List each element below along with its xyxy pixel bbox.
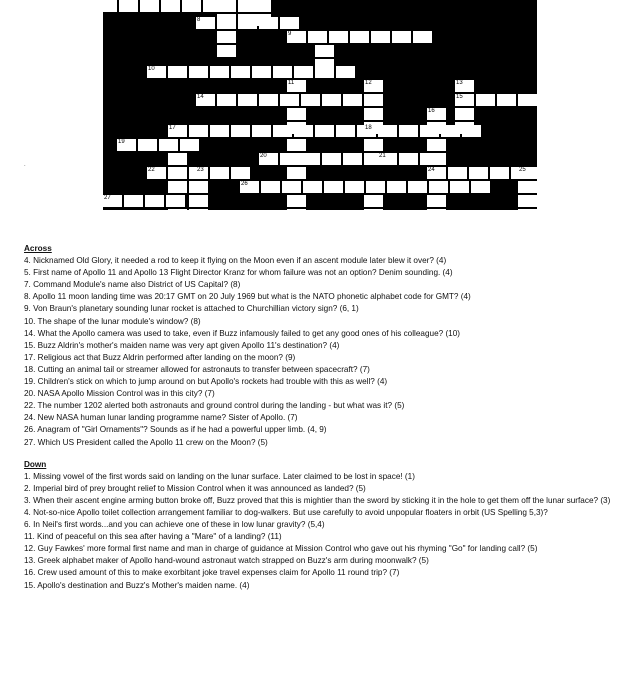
grid-cell[interactable] — [322, 153, 341, 165]
grid-cell[interactable] — [168, 167, 187, 179]
grid-cell[interactable] — [366, 181, 385, 193]
grid-cell[interactable] — [287, 167, 306, 179]
grid-cell[interactable] — [324, 181, 343, 193]
grid-cell[interactable] — [294, 125, 313, 137]
clue-number: 14 — [197, 94, 204, 100]
grid-cell[interactable] — [315, 125, 334, 137]
grid-cell[interactable] — [429, 181, 448, 193]
grid-cell[interactable] — [427, 195, 446, 207]
grid-cell[interactable] — [420, 153, 439, 165]
across-clue: 7. Command Module's name also District of US Capital? (8) — [24, 280, 241, 290]
grid-cell[interactable] — [189, 66, 208, 78]
grid-cell[interactable] — [145, 195, 164, 207]
down-clue: 4. Not-so-nice Apollo toilet collection arrangement familiar to dog-walkers. But use carefully to avoid unpopular floaters in orbit (US Spelling 5,3)? — [24, 507, 548, 517]
grid-cell[interactable] — [518, 94, 537, 106]
grid-cell[interactable] — [259, 17, 278, 29]
across-clue: 19. Children's stick on which to jump around on but Apollo's rockets had trouble with this as well? (4) — [24, 377, 388, 387]
clue-number: 16 — [428, 108, 435, 114]
clue-number: 20 — [260, 153, 267, 159]
grid-cell[interactable] — [408, 181, 427, 193]
grid-cell[interactable] — [231, 167, 250, 179]
grid-cell[interactable] — [180, 139, 199, 151]
grid-cell[interactable] — [217, 31, 236, 43]
grid-cell[interactable] — [476, 94, 495, 106]
grid-cell[interactable] — [231, 125, 250, 137]
across-clue: 20. NASA Apollo Mission Control was in this city? (7) — [24, 389, 215, 399]
grid-cell[interactable] — [273, 66, 292, 78]
stray-mark: . — [24, 162, 26, 168]
down-clue-list — [24, 471, 614, 592]
across-clue: 26. Anagram of "Girl Ornaments"? Sounds as if he had a powerful upper limb. (4, 9) — [24, 425, 327, 435]
grid-cell[interactable] — [119, 0, 138, 12]
across-clue: 5. First name of Apollo 11 and Apollo 13 Flight Director Kranz for whom failure was not an option? Denim sounding. (4) — [24, 268, 453, 278]
grid-cell[interactable] — [252, 125, 271, 137]
grid-cell[interactable] — [329, 31, 348, 43]
clue-number: 17 — [169, 125, 176, 131]
grid-cell[interactable] — [168, 181, 187, 193]
grid-cell[interactable] — [217, 17, 236, 29]
grid-cell[interactable] — [217, 45, 236, 57]
across-clue: 27. Which US President called the Apollo 11 crew on the Moon? (5) — [24, 437, 268, 447]
down-clue: 1. Missing vowel of the first words said on landing on the lunar surface. Later claimed to be lost in space! (1) — [24, 471, 415, 481]
across-clue: 9. Von Braun's planetary sounding lunar rocket is attached to Churchillian victory sign? (6, 1) — [24, 304, 359, 314]
clue-number: 19 — [118, 139, 125, 145]
grid-cell[interactable] — [168, 66, 187, 78]
grid-cell[interactable] — [364, 94, 383, 106]
clue-number: 11 — [288, 80, 295, 86]
across-clue: 4. Nicknamed Old Glory, it needed a rod to keep it flying on the Moon even if an ascent module later blew it over? (4) — [24, 256, 447, 266]
grid-cell[interactable] — [469, 167, 488, 179]
grid-cell[interactable] — [217, 94, 236, 106]
clue-number: 13 — [456, 80, 463, 86]
across-clue-list — [24, 255, 614, 449]
across-clue: 17. Religious act that Buzz Aldrin performed after landing on the moon? (9) — [24, 352, 296, 362]
grid-cell[interactable] — [189, 195, 208, 207]
grid-cell[interactable] — [455, 108, 474, 120]
grid-cell[interactable] — [294, 66, 313, 78]
grid-cell[interactable] — [189, 209, 208, 221]
grid-cell[interactable] — [518, 181, 537, 193]
down-clue: 16. Crew used amount of this to make exorbitant joke travel expenses claim for Apollo 11 round trip? (7) — [24, 568, 400, 578]
grid-cell[interactable] — [399, 153, 418, 165]
grid-cell[interactable] — [448, 167, 467, 179]
grid-cell[interactable] — [364, 139, 383, 151]
down-clue: 13. Greek alphabet maker of Apollo hand-wound astronaut watch strapped on Buzz's arm during moonwalk? (5) — [24, 556, 429, 566]
grid-cell[interactable] — [345, 181, 364, 193]
clue-number: 25 — [519, 167, 526, 173]
grid-cell[interactable] — [124, 195, 143, 207]
grid-cell[interactable] — [168, 153, 187, 165]
grid-cell[interactable] — [282, 181, 301, 193]
grid-cell[interactable] — [210, 167, 229, 179]
grid-cell[interactable] — [336, 125, 355, 137]
grid-cell[interactable] — [427, 209, 446, 221]
grid-cell[interactable] — [280, 17, 299, 29]
grid-cell[interactable] — [280, 153, 299, 165]
grid-cell[interactable] — [261, 181, 280, 193]
down-clue: 2. Imperial bird of prey brought relief to Mission Control when it was announced as landed? (5) — [24, 483, 366, 493]
across-clue: 22. The number 1202 alerted both astronauts and ground control during the landing - but what was it? (5) — [24, 401, 405, 411]
grid-cell[interactable] — [287, 139, 306, 151]
grid-cell[interactable] — [518, 209, 537, 221]
clue-number: 24 — [428, 167, 435, 173]
grid-cell[interactable] — [350, 31, 369, 43]
grid-cell[interactable] — [301, 94, 320, 106]
clue-number: 10 — [148, 66, 155, 72]
grid-cell[interactable] — [471, 181, 490, 193]
across-clue: 18. Cutting an animal tail or streamer allowed for astronauts to transfer between spacecraft? (7) — [24, 364, 370, 374]
crossword-grid — [103, 0, 537, 210]
grid-cell[interactable] — [378, 125, 397, 137]
grid-cell[interactable] — [287, 209, 306, 221]
grid-cell[interactable] — [259, 94, 278, 106]
grid-cell[interactable] — [238, 17, 257, 29]
clue-number: 15 — [456, 94, 463, 100]
grid-cell[interactable] — [166, 195, 185, 207]
grid-cell[interactable] — [364, 195, 383, 207]
clue-number: 9 — [288, 31, 292, 37]
clue-number: 26 — [241, 181, 248, 187]
down-clue: 12. Guy Fawkes' more formal first name and man in charge of guidance at Mission Control who gave out his rhyming "Go" for landing call? (5) — [24, 544, 538, 554]
grid-cell[interactable] — [336, 66, 355, 78]
grid-cell[interactable] — [518, 195, 537, 207]
grid-cell[interactable] — [168, 209, 187, 221]
grid-cell[interactable] — [490, 167, 509, 179]
grid-cell[interactable] — [364, 209, 383, 221]
grid-cell[interactable] — [280, 94, 299, 106]
down-clue: 6. In Neil's first words...and you can achieve one of these in low lunar gravity? (5,4) — [24, 520, 325, 530]
grid-cell[interactable] — [441, 125, 460, 137]
across-heading: Across — [24, 244, 52, 253]
clue-number: 27 — [104, 195, 111, 201]
grid-cell[interactable] — [420, 125, 439, 137]
across-clue: 15. Buzz Aldrin's mother's maiden name was very apt given Apollo 11's destination? (4) — [24, 340, 340, 350]
across-clue: 24. New NASA human lunar landing programme name? Sister of Apollo. (7) — [24, 413, 298, 423]
grid-cell[interactable] — [399, 125, 418, 137]
across-clue: 10. The shape of the lunar module's window? (8) — [24, 316, 201, 326]
grid-cell[interactable] — [287, 195, 306, 207]
grid-cell[interactable] — [427, 139, 446, 151]
grid-cell[interactable] — [450, 181, 469, 193]
grid-cell[interactable] — [138, 139, 157, 151]
grid-cell[interactable] — [308, 31, 327, 43]
grid-cell[interactable] — [343, 153, 362, 165]
across-clue: 14. What the Apollo camera was used to take, even if Buzz infamously failed to get any good ones of his colleague? (10) — [24, 328, 461, 338]
grid-cell[interactable] — [159, 139, 178, 151]
down-heading: Down — [24, 459, 47, 469]
grid-cell[interactable] — [413, 31, 432, 43]
grid-cell[interactable] — [497, 94, 516, 106]
grid-cell[interactable] — [392, 31, 411, 43]
grid-cell[interactable] — [303, 181, 322, 193]
down-clue: 15. Apollo's destination and Buzz's Mother's maiden name. (4) — [24, 580, 250, 590]
grid-cell[interactable] — [161, 0, 180, 12]
clue-number: 21 — [379, 153, 386, 159]
clue-number: 18 — [365, 125, 372, 131]
grid-cell[interactable] — [140, 0, 159, 12]
grid-cell[interactable] — [238, 94, 257, 106]
grid-cell[interactable] — [371, 31, 390, 43]
grid-cell[interactable] — [189, 125, 208, 137]
grid-cell[interactable] — [364, 108, 383, 120]
grid-cell[interactable] — [462, 125, 481, 137]
clue-number: 22 — [148, 167, 155, 173]
grid-cell[interactable] — [210, 66, 229, 78]
clue-number: 12 — [365, 80, 372, 86]
grid-cell[interactable] — [210, 125, 229, 137]
grid-cell[interactable] — [189, 181, 208, 193]
down-clue: 11. Kind of peaceful on this sea after having a "Mare" of a landing? (11) — [24, 532, 282, 542]
grid-cell[interactable] — [301, 153, 320, 165]
clue-list — [24, 243, 614, 592]
grid-cell[interactable] — [217, 0, 236, 12]
grid-cell[interactable] — [387, 181, 406, 193]
grid-cell[interactable] — [98, 0, 117, 12]
grid-cell[interactable] — [287, 108, 306, 120]
clue-number: 23 — [197, 167, 204, 173]
grid-cell[interactable] — [315, 66, 334, 78]
grid-cell[interactable] — [231, 66, 250, 78]
grid-cell[interactable] — [252, 0, 271, 12]
grid-cell[interactable] — [252, 66, 271, 78]
across-clue: 8. Apollo 11 moon landing time was 20:17 GMT on 20 July 1969 but what is the NATO phonetic alphabet code for GMT? (4) — [24, 292, 471, 302]
grid-cell[interactable] — [322, 94, 341, 106]
grid-cell[interactable] — [343, 94, 362, 106]
clue-number: 8 — [197, 17, 201, 23]
grid-cell[interactable] — [315, 45, 334, 57]
down-clue: 3. When their ascent engine arming button broke off, Buzz proved that this is mightier than the sword by sticking it in the hole to get them off the lunar surface? (3) — [24, 495, 611, 505]
grid-cell[interactable] — [273, 125, 292, 137]
grid-cell[interactable] — [182, 0, 201, 12]
